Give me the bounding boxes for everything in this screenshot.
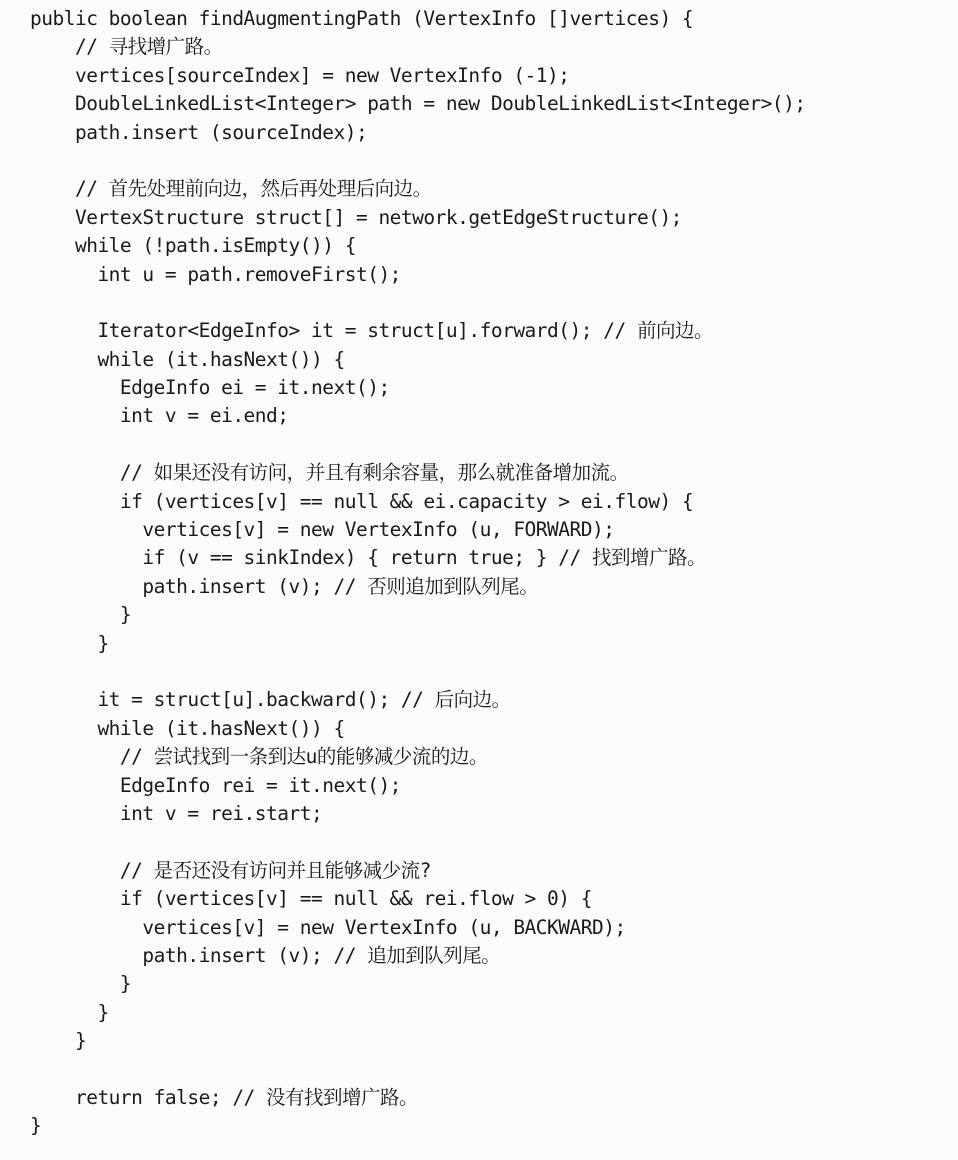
code-line: while (!path.isEmpty()) {: [30, 234, 356, 258]
code-line: }: [30, 1029, 87, 1053]
code-line: if (vertices[v] == null && rei.flow > 0) {: [30, 887, 592, 911]
code-line: [30, 1055, 958, 1083]
code-line: Iterator<EdgeInfo> it = struct[u].forward(); // 前向边。: [30, 319, 713, 343]
code-line: path.insert (v); // 追加到队列尾。: [30, 943, 501, 967]
code-line: [30, 828, 958, 856]
code-line: // 是否还没有访问并且能够减少流?: [30, 858, 431, 882]
code-line: VertexStructure struct[] = network.getEdgeStructure();: [30, 205, 682, 229]
code-line: vertices[v] = new VertexInfo (u, BACKWARD);: [30, 915, 626, 939]
code-line: [30, 658, 958, 686]
code-line: }: [30, 1000, 109, 1024]
code-line: int u = path.removeFirst();: [30, 262, 401, 286]
code-line: }: [30, 972, 132, 996]
code-line: path.insert (v); // 否则追加到队列尾。: [30, 574, 539, 598]
code-line: [30, 147, 958, 175]
code-line: }: [30, 603, 132, 627]
code-line: vertices[v] = new VertexInfo (u, FORWARD);: [30, 518, 615, 542]
code-line: // 尝试找到一条到达u的能够减少流的边。: [30, 745, 488, 769]
code-line: EdgeInfo rei = it.next();: [30, 773, 401, 797]
code-line: return false; // 没有找到增广路。: [30, 1085, 419, 1109]
code-line: [30, 289, 958, 317]
code-line: if (v == sinkIndex) { return true; } // 找到增广路。: [30, 546, 706, 570]
code-line: DoubleLinkedList<Integer> path = new DoubleLinkedList<Integer>();: [30, 92, 806, 116]
code-line: // 寻找增广路。: [30, 35, 223, 59]
code-line: // 如果还没有访问，并且有剩余容量，那么就准备增加流。: [30, 461, 629, 485]
code-listing: [30, 5, 958, 1141]
code-line: if (vertices[v] == null && ei.capacity > ei.flow) {: [30, 489, 694, 513]
code-line: }: [30, 1114, 42, 1138]
code-line: it = struct[u].backward(); // 后向边。: [30, 688, 511, 712]
code-line: while (it.hasNext()) {: [30, 716, 345, 740]
code-line: vertices[sourceIndex] = new VertexInfo (-1);: [30, 63, 570, 87]
code-line: int v = rei.start;: [30, 801, 323, 825]
code-line: path.insert (sourceIndex);: [30, 120, 368, 144]
code-line: EdgeInfo ei = it.next();: [30, 376, 390, 400]
code-line: int v = ei.end;: [30, 404, 289, 428]
code-line: public boolean findAugmentingPath (VertexInfo []vertices) {: [30, 7, 694, 30]
code-line: while (it.hasNext()) {: [30, 347, 345, 371]
code-line: [30, 431, 958, 459]
code-line: }: [30, 631, 109, 655]
code-line: // 首先处理前向边，然后再处理后向边。: [30, 177, 432, 201]
